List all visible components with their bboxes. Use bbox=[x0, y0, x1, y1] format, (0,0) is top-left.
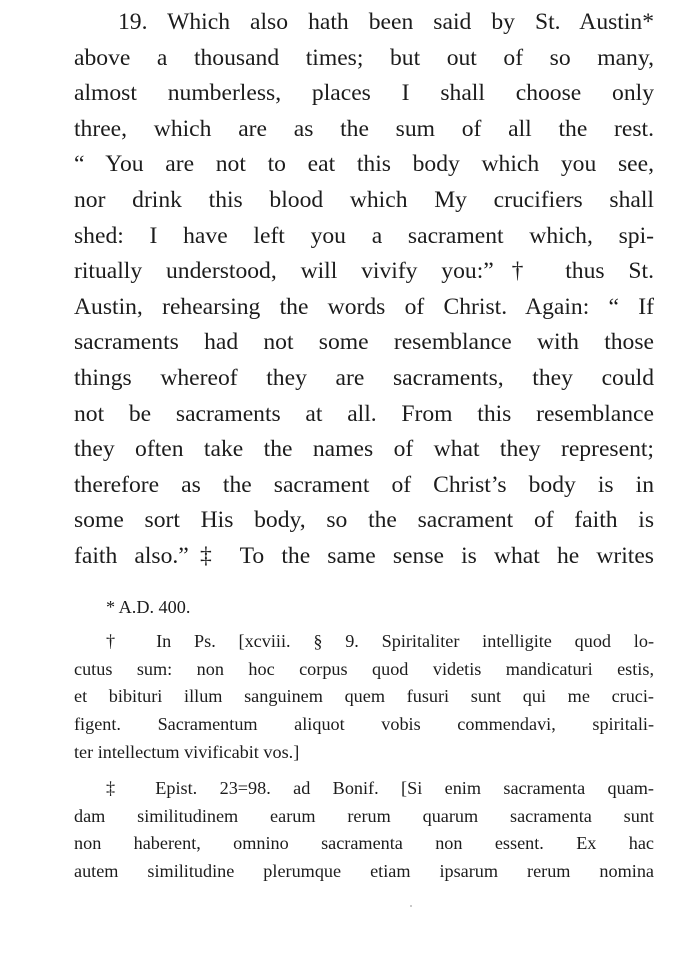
text-line: some sort His body, so the sacrament of faith is bbox=[74, 507, 654, 534]
footnote-line: autem similitudine plerumque etiam ipsarum rerum nomina bbox=[74, 861, 654, 882]
paper-speck bbox=[410, 905, 412, 907]
footnote-line: et bibituri illum sanguinem quem fusuri sunt qui me cruci- bbox=[74, 686, 654, 707]
text-line: 19. Which also hath been said by St. Austin* bbox=[118, 9, 654, 35]
text-line: nor drink this blood which My crucifiers shall bbox=[74, 186, 654, 213]
footnote-line: non haberent, omnino sacramenta non essent. Ex hac bbox=[74, 833, 654, 854]
text-line: “ You are not to eat this body which you see, bbox=[74, 151, 654, 178]
footnote-line: ter intellectum vivificabit vos.] bbox=[74, 741, 300, 762]
footnote-line: dam similitudinem earum rerum quarum sacramenta sunt bbox=[74, 805, 654, 826]
text-line: sacraments had not some resemblance with those bbox=[74, 329, 654, 356]
text-line: they often take the names of what they represent; bbox=[74, 436, 654, 463]
footnote-double-dagger bbox=[74, 775, 654, 886]
text-line: things whereof they are sacraments, they could bbox=[74, 364, 654, 391]
footnote-line: cutus sum: non hoc corpus quod videtis mandicaturi estis, bbox=[74, 658, 654, 679]
footnote-dagger bbox=[74, 628, 654, 767]
text-line: almost numberless, places I shall choose only bbox=[74, 80, 654, 107]
footnote-line: ‡ Epist. 23=98. ad Bonif. [Si enim sacramenta quam- bbox=[106, 777, 654, 798]
main-paragraph bbox=[74, 5, 654, 575]
text-line: Austin, rehearsing the words of Christ. Again: “ If bbox=[74, 293, 654, 320]
text-line: not be sacraments at all. From this resemblance bbox=[74, 400, 654, 427]
footnote-line: † In Ps. [xcviii. § 9. Spiritaliter intelligite quod lo- bbox=[106, 630, 654, 651]
footnote-line: * A.D. 400. bbox=[106, 597, 191, 617]
footnotes bbox=[74, 594, 654, 894]
text-line: three, which are as the sum of all the rest. bbox=[74, 115, 654, 142]
footnote-asterisk bbox=[74, 594, 654, 622]
text-line: shed: I have left you a sacrament which, spi- bbox=[74, 222, 654, 249]
text-line: above a thousand times; but out of so many, bbox=[74, 44, 654, 71]
text-line: ritually understood, will vivify you:”† thus St. bbox=[74, 258, 654, 285]
text-line: faith also.”‡ To the same sense is what he writes bbox=[74, 542, 654, 569]
text-line: therefore as the sacrament of Christ’s body is in bbox=[74, 471, 654, 498]
footnote-line: figent. Sacramentum aliquot vobis commendavi, spiritali- bbox=[74, 714, 654, 735]
